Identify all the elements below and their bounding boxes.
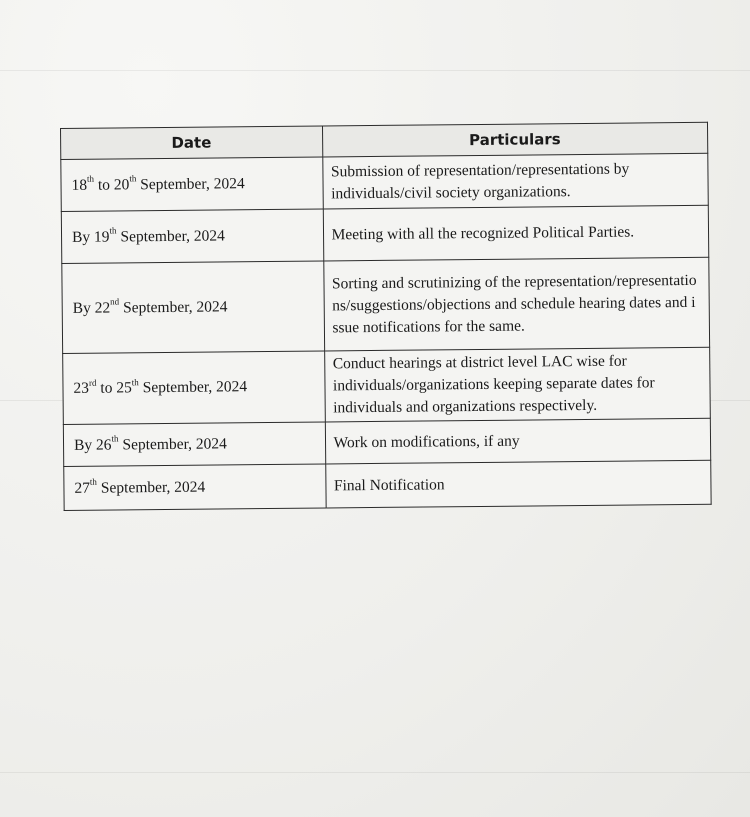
particulars-cell: Conduct hearings at district level LAC wise for individuals/organizations keeping separate dates for individuals and organizations respectively. — [324, 347, 710, 422]
table-row — [63, 347, 711, 424]
paper-crease — [0, 772, 750, 773]
table-row — [64, 460, 711, 510]
date-cell: 23rd to 25th September, 2024 — [63, 351, 325, 425]
schedule-table — [60, 122, 712, 511]
table-row — [61, 205, 708, 263]
particulars-column-header: Particulars — [322, 122, 708, 157]
date-cell: By 26th September, 2024 — [63, 422, 325, 467]
date-cell: By 22nd September, 2024 — [62, 261, 324, 354]
date-cell: By 19th September, 2024 — [61, 209, 323, 264]
particulars-cell: Final Notification — [325, 460, 711, 508]
particulars-cell: Sorting and scrutinizing of the representation/representations/suggestions/objections and schedule hearing dates and issue notifications for the same. — [323, 257, 709, 351]
particulars-cell: Work on modifications, if any — [325, 418, 711, 464]
table-row — [61, 153, 708, 211]
paper-crease — [0, 70, 750, 71]
particulars-cell: Submission of representation/representations by individuals/civil society organizations. — [322, 153, 708, 209]
date-cell: 18th to 20th September, 2024 — [61, 157, 323, 212]
date-column-header: Date — [61, 126, 323, 160]
date-cell: 27th September, 2024 — [64, 464, 326, 511]
table-row — [63, 418, 710, 466]
particulars-cell: Meeting with all the recognized Political Parties. — [323, 205, 709, 261]
table-row — [62, 257, 710, 353]
